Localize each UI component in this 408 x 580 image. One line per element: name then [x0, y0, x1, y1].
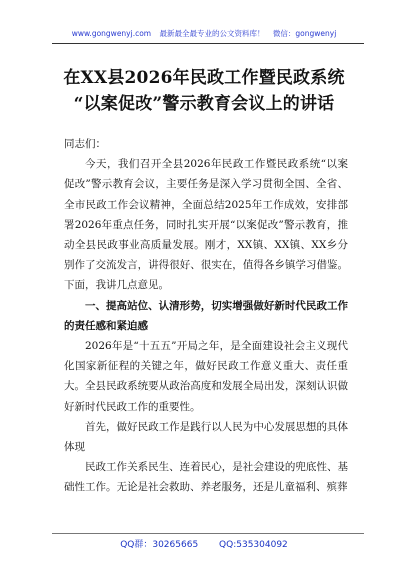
- document-title-line2: “以案促改”警示教育会议上的讲话: [73, 94, 335, 114]
- footer-qq-group: QQ群：30265665: [120, 540, 199, 550]
- paragraph-livelihood: 民政工作关系民生、连着民心，是社会建设的兜底性、基础性工作。无论是社会救助、养老服务，还是儿童福利、殡葬: [64, 461, 348, 494]
- page-footer: [0, 537, 408, 550]
- header-slogan: 最新最全最专业的公文资料库！: [159, 29, 265, 38]
- footer-qq: QQ:535304092: [219, 540, 288, 550]
- salutation: 同志们：: [64, 138, 106, 150]
- footer-divider: [52, 533, 364, 534]
- paragraph-first-point: 首先，做好民政工作是践行以人民为中心发展思想的具体体现: [64, 420, 348, 454]
- document-title-line1: 在XX县2026年民政工作暨民政系统: [63, 68, 345, 88]
- header-site-link[interactable]: www.gongwenyj.com: [71, 29, 152, 38]
- paragraph-context: 2026年是“十五五”开局之年，是全面建设社会主义现代化国家新征程的关键之年，做好民政工作意义重大、责任重大。全县民政系统要从政治高度和发展全局出发，深刻认识做好新时代民政工作的重要性。: [64, 340, 348, 413]
- header-divider: [52, 43, 364, 44]
- section-heading-1: 一、提高站位、认清形势，切实增强做好新时代民政工作的责任感和紧迫感: [64, 299, 348, 332]
- paragraph-intro: 今天，我们召开全县2026年民政工作暨民政系统“以案促改”警示教育会议，主要任务是深入学习贯彻全国、全省、全市民政工作会议精神，全面总结2025年工作成效，安排部署2026年重点任务，同时扎实开展“以案促改”警示教育，推动全县民政事业高质量发展。刚才，XX镇、XX镇、XX乡分别作了交流发言，讲得很好、很实在，值得各乡镇学习借鉴。下面，我讲几点意见。: [64, 158, 348, 292]
- page-header: [0, 28, 408, 39]
- header-wechat: 微信：gongwenyj: [272, 29, 337, 38]
- document-body: [64, 134, 348, 498]
